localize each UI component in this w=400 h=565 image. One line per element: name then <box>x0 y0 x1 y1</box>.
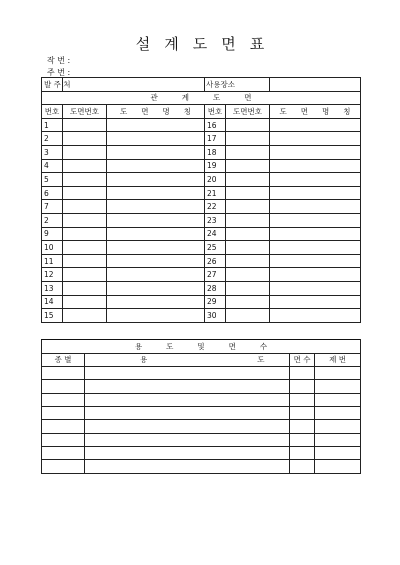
row-number: 25 <box>205 241 226 255</box>
row-number: 15 <box>42 309 63 323</box>
remark-cell[interactable] <box>315 367 361 380</box>
related-char: 관 <box>150 93 158 103</box>
usage-heading <box>42 340 361 354</box>
dwg-no-cell[interactable] <box>63 241 107 255</box>
row-number: 3 <box>42 145 63 159</box>
usage-row <box>42 393 361 406</box>
name-char: 칭 <box>343 106 351 116</box>
dwg-name-cell[interactable] <box>270 295 361 309</box>
dwg-name-cell[interactable] <box>270 200 361 214</box>
remark-cell[interactable] <box>315 407 361 420</box>
table-row <box>42 200 361 214</box>
row-number: 27 <box>205 268 226 282</box>
dwg-no-cell[interactable] <box>63 200 107 214</box>
page-title <box>0 33 400 54</box>
table-row <box>42 309 361 323</box>
dwg-no-header-2: 도면번호 <box>226 105 270 119</box>
type-cell[interactable] <box>42 407 85 420</box>
dwg-name-cell[interactable] <box>107 213 205 227</box>
row-number: 2 <box>42 132 63 146</box>
dwg-name-header-2 <box>270 105 361 119</box>
row-number: 6 <box>42 186 63 200</box>
usage-row <box>42 420 361 433</box>
name-char: 도 <box>120 106 128 116</box>
usage-row <box>42 433 361 446</box>
dwg-no-header: 도면번호 <box>63 105 107 119</box>
work-number-label: 작 번 : <box>47 56 71 65</box>
table-row <box>42 227 361 241</box>
sheets-cell[interactable] <box>290 380 315 393</box>
dwg-name-header <box>107 105 205 119</box>
name-char: 도 <box>279 106 287 116</box>
sheets-cell[interactable] <box>290 367 315 380</box>
dwg-name-cell[interactable] <box>270 268 361 282</box>
row-number: 13 <box>42 281 63 295</box>
usage-row <box>42 380 361 393</box>
table-row <box>42 186 361 200</box>
dwg-no-cell[interactable] <box>63 309 107 323</box>
usage-cell[interactable] <box>85 433 290 446</box>
title-char: 표 <box>249 35 265 53</box>
row-number: 10 <box>42 241 63 255</box>
name-char: 명 <box>162 106 170 116</box>
dwg-name-cell[interactable] <box>270 281 361 295</box>
table-row <box>42 241 361 255</box>
row-number: 21 <box>205 186 226 200</box>
dwg-no-cell[interactable] <box>63 145 107 159</box>
row-number: 9 <box>42 227 63 241</box>
order-number-label: 주 번 : <box>47 68 71 77</box>
title-char: 도 <box>192 35 208 53</box>
title-char: 설 <box>135 35 151 53</box>
table-row <box>42 118 361 132</box>
site-label: 사용장소 <box>205 78 270 92</box>
table-row <box>42 268 361 282</box>
sheets-cell[interactable] <box>290 433 315 446</box>
dwg-name-cell[interactable] <box>270 173 361 187</box>
dwg-no-cell[interactable] <box>63 268 107 282</box>
no-header: 번호 <box>42 105 63 119</box>
type-cell[interactable] <box>42 367 85 380</box>
table-row <box>42 159 361 173</box>
dwg-no-cell[interactable] <box>226 295 270 309</box>
type-cell[interactable] <box>42 460 85 473</box>
name-char: 칭 <box>183 106 191 116</box>
dwg-name-cell[interactable] <box>270 241 361 255</box>
usage-row <box>42 407 361 420</box>
usage-char: 및 <box>197 341 205 351</box>
usage-header-char: 용 <box>140 355 148 365</box>
remark-header: 제 번 <box>315 353 361 367</box>
dwg-no-cell[interactable] <box>63 295 107 309</box>
dwg-no-cell[interactable] <box>226 200 270 214</box>
usage-row <box>42 460 361 473</box>
usage-header-char: 도 <box>257 355 265 365</box>
title-char: 계 <box>164 35 179 53</box>
dwg-name-cell[interactable] <box>270 213 361 227</box>
dwg-name-cell[interactable] <box>107 227 205 241</box>
dwg-no-cell[interactable] <box>63 173 107 187</box>
dwg-name-cell[interactable] <box>107 200 205 214</box>
row-number: 7 <box>42 200 63 214</box>
name-char: 면 <box>300 106 309 116</box>
dwg-name-cell[interactable] <box>107 268 205 282</box>
usage-cell[interactable] <box>85 380 290 393</box>
table-row <box>42 254 361 268</box>
usage-char: 도 <box>166 341 174 351</box>
dwg-no-cell[interactable] <box>226 186 270 200</box>
dwg-name-cell[interactable] <box>270 118 361 132</box>
usage-char: 용 <box>134 341 143 351</box>
type-cell[interactable] <box>42 420 85 433</box>
usage-char: 면 <box>228 341 236 351</box>
usage-char: 수 <box>259 341 268 351</box>
dwg-no-cell[interactable] <box>63 186 107 200</box>
usage-cell[interactable] <box>85 407 290 420</box>
dwg-name-cell[interactable] <box>270 159 361 173</box>
usage-table <box>41 339 361 474</box>
dwg-no-cell[interactable] <box>226 213 270 227</box>
related-char: 면 <box>244 93 252 103</box>
dwg-name-cell[interactable] <box>270 132 361 146</box>
name-char: 면 <box>141 106 149 116</box>
type-cell[interactable] <box>42 433 85 446</box>
dwg-no-cell[interactable] <box>63 281 107 295</box>
dwg-no-cell[interactable] <box>226 173 270 187</box>
dwg-no-cell[interactable] <box>226 281 270 295</box>
type-cell[interactable] <box>42 446 85 459</box>
dwg-no-cell[interactable] <box>226 227 270 241</box>
dwg-name-cell[interactable] <box>107 281 205 295</box>
dwg-no-cell[interactable] <box>63 118 107 132</box>
usage-cell[interactable] <box>85 460 290 473</box>
dwg-name-cell[interactable] <box>107 173 205 187</box>
dwg-no-cell[interactable] <box>226 309 270 323</box>
sheets-cell[interactable] <box>290 407 315 420</box>
row-number: 19 <box>205 159 226 173</box>
dwg-no-cell[interactable] <box>226 159 270 173</box>
row-number: 12 <box>42 268 63 282</box>
type-cell[interactable] <box>42 393 85 406</box>
dwg-no-cell[interactable] <box>226 268 270 282</box>
row-number: 11 <box>42 254 63 268</box>
row-number: 28 <box>205 281 226 295</box>
dwg-name-cell[interactable] <box>107 159 205 173</box>
row-number: 29 <box>205 295 226 309</box>
dwg-name-cell[interactable] <box>107 254 205 268</box>
dwg-no-cell[interactable] <box>226 254 270 268</box>
usage-row <box>42 367 361 380</box>
name-char: 명 <box>322 106 330 116</box>
client-field[interactable] <box>63 78 205 92</box>
dwg-no-cell[interactable] <box>63 132 107 146</box>
dwg-name-cell[interactable] <box>107 309 205 323</box>
table-row <box>42 132 361 146</box>
row-number: 5 <box>42 173 63 187</box>
table-row <box>42 173 361 187</box>
dwg-name-cell[interactable] <box>270 186 361 200</box>
no-header-2: 번호 <box>205 105 226 119</box>
row-number: 18 <box>205 145 226 159</box>
type-header: 종 별 <box>42 353 85 367</box>
remark-cell[interactable] <box>315 446 361 459</box>
row-number: 20 <box>205 173 226 187</box>
usage-cell[interactable] <box>85 420 290 433</box>
dwg-no-cell[interactable] <box>226 118 270 132</box>
dwg-name-cell[interactable] <box>270 309 361 323</box>
row-number: 24 <box>205 227 226 241</box>
related-drawings-heading <box>42 91 361 105</box>
dwg-name-cell[interactable] <box>270 227 361 241</box>
client-label: 발 주 처 <box>42 78 63 92</box>
row-number: 1 <box>42 118 63 132</box>
sheets-cell[interactable] <box>290 446 315 459</box>
dwg-name-cell[interactable] <box>107 132 205 146</box>
dwg-name-cell[interactable] <box>107 118 205 132</box>
title-char: 면 <box>221 35 236 53</box>
dwg-no-cell[interactable] <box>63 254 107 268</box>
usage-cell[interactable] <box>85 393 290 406</box>
table-row <box>42 295 361 309</box>
drawing-table <box>41 77 361 323</box>
usage-cell[interactable] <box>85 367 290 380</box>
row-number: 26 <box>205 254 226 268</box>
usage-cell[interactable] <box>85 446 290 459</box>
usage-header <box>85 353 290 367</box>
dwg-name-cell[interactable] <box>107 241 205 255</box>
dwg-name-cell[interactable] <box>107 145 205 159</box>
related-char: 계 <box>181 93 189 103</box>
dwg-no-cell[interactable] <box>226 145 270 159</box>
dwg-name-cell[interactable] <box>270 254 361 268</box>
usage-row <box>42 446 361 459</box>
site-field[interactable] <box>270 78 361 92</box>
row-number: 2 <box>42 213 63 227</box>
sheets-cell[interactable] <box>290 420 315 433</box>
sheets-header: 면 수 <box>290 353 315 367</box>
row-number: 16 <box>205 118 226 132</box>
sheets-cell[interactable] <box>290 393 315 406</box>
table-row <box>42 281 361 295</box>
row-number: 14 <box>42 295 63 309</box>
row-number: 30 <box>205 309 226 323</box>
row-number: 23 <box>205 213 226 227</box>
remark-cell[interactable] <box>315 380 361 393</box>
row-number: 4 <box>42 159 63 173</box>
dwg-name-cell[interactable] <box>107 186 205 200</box>
dwg-no-cell[interactable] <box>63 213 107 227</box>
type-cell[interactable] <box>42 380 85 393</box>
remark-cell[interactable] <box>315 460 361 473</box>
row-number: 22 <box>205 200 226 214</box>
remark-cell[interactable] <box>315 433 361 446</box>
row-number: 17 <box>205 132 226 146</box>
remark-cell[interactable] <box>315 393 361 406</box>
table-row <box>42 213 361 227</box>
related-char: 도 <box>213 93 221 103</box>
dwg-no-cell[interactable] <box>63 159 107 173</box>
dwg-no-cell[interactable] <box>226 241 270 255</box>
sheets-cell[interactable] <box>290 460 315 473</box>
dwg-name-cell[interactable] <box>107 295 205 309</box>
table-row <box>42 145 361 159</box>
dwg-name-cell[interactable] <box>270 145 361 159</box>
remark-cell[interactable] <box>315 420 361 433</box>
dwg-no-cell[interactable] <box>226 132 270 146</box>
dwg-no-cell[interactable] <box>63 227 107 241</box>
